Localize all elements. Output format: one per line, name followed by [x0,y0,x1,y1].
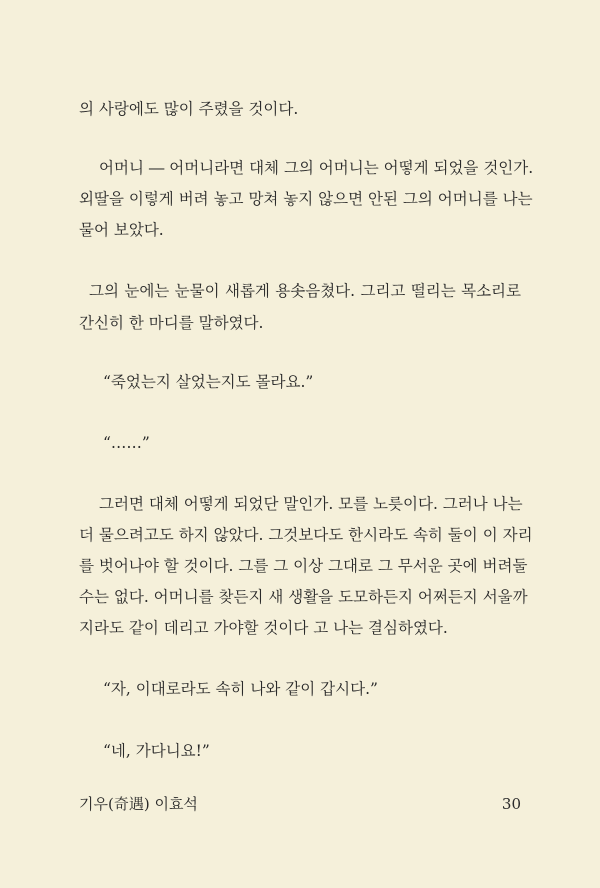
paragraph-line: 물어 보았다. [79,221,164,239]
paragraph-line: 수는 없다. 어머니를 찾든지 새 생활을 도모하든지 어쩌든지 서울까 [79,588,528,606]
paragraph-line: 더 물으려고도 하지 않았다. 그것보다도 한시라도 속히 둘이 이 자리 [79,526,533,544]
dialogue-line: “죽었는지 살었는지도 몰라요.” [103,373,314,391]
paragraph-line: 의 사랑에도 많이 주렸을 것이다. [79,100,299,118]
page-number: 30 [501,795,521,813]
dialogue-line: “네, 가다니요!” [103,742,210,760]
paragraph-line: 지라도 같이 데리고 가야할 것이다 고 나는 결심하였다. [79,619,448,637]
dialogue-line: “자, 이대로라도 속히 나와 같이 갑시다.” [103,680,378,698]
paragraph-line: 를 벗어나야 할 것이다. 그를 그 이상 그대로 그 무서운 곳에 버려둘 [79,557,528,575]
paragraph-line: 그의 눈에는 눈물이 새롭게 용솟음쳤다. 그리고 떨리는 목소리로 [89,282,521,300]
dialogue-line: “……” [103,434,150,452]
paragraph-line: 어머니 ― 어머니라면 대체 그의 어머니는 어떻게 되었을 것인가. [99,159,534,177]
book-title-footer: 기우(奇遇) 이효석 [79,795,198,813]
paragraph-line: 외딸을 이렇게 버려 놓고 망쳐 놓지 않으면 안된 그의 어머니를 나는 [79,190,533,208]
paragraph-line: 그러면 대체 어떻게 되었단 말인가. 모를 노릇이다. 그러나 나는 [99,495,523,513]
paragraph-line: 간신히 한 마디를 말하였다. [79,314,264,332]
